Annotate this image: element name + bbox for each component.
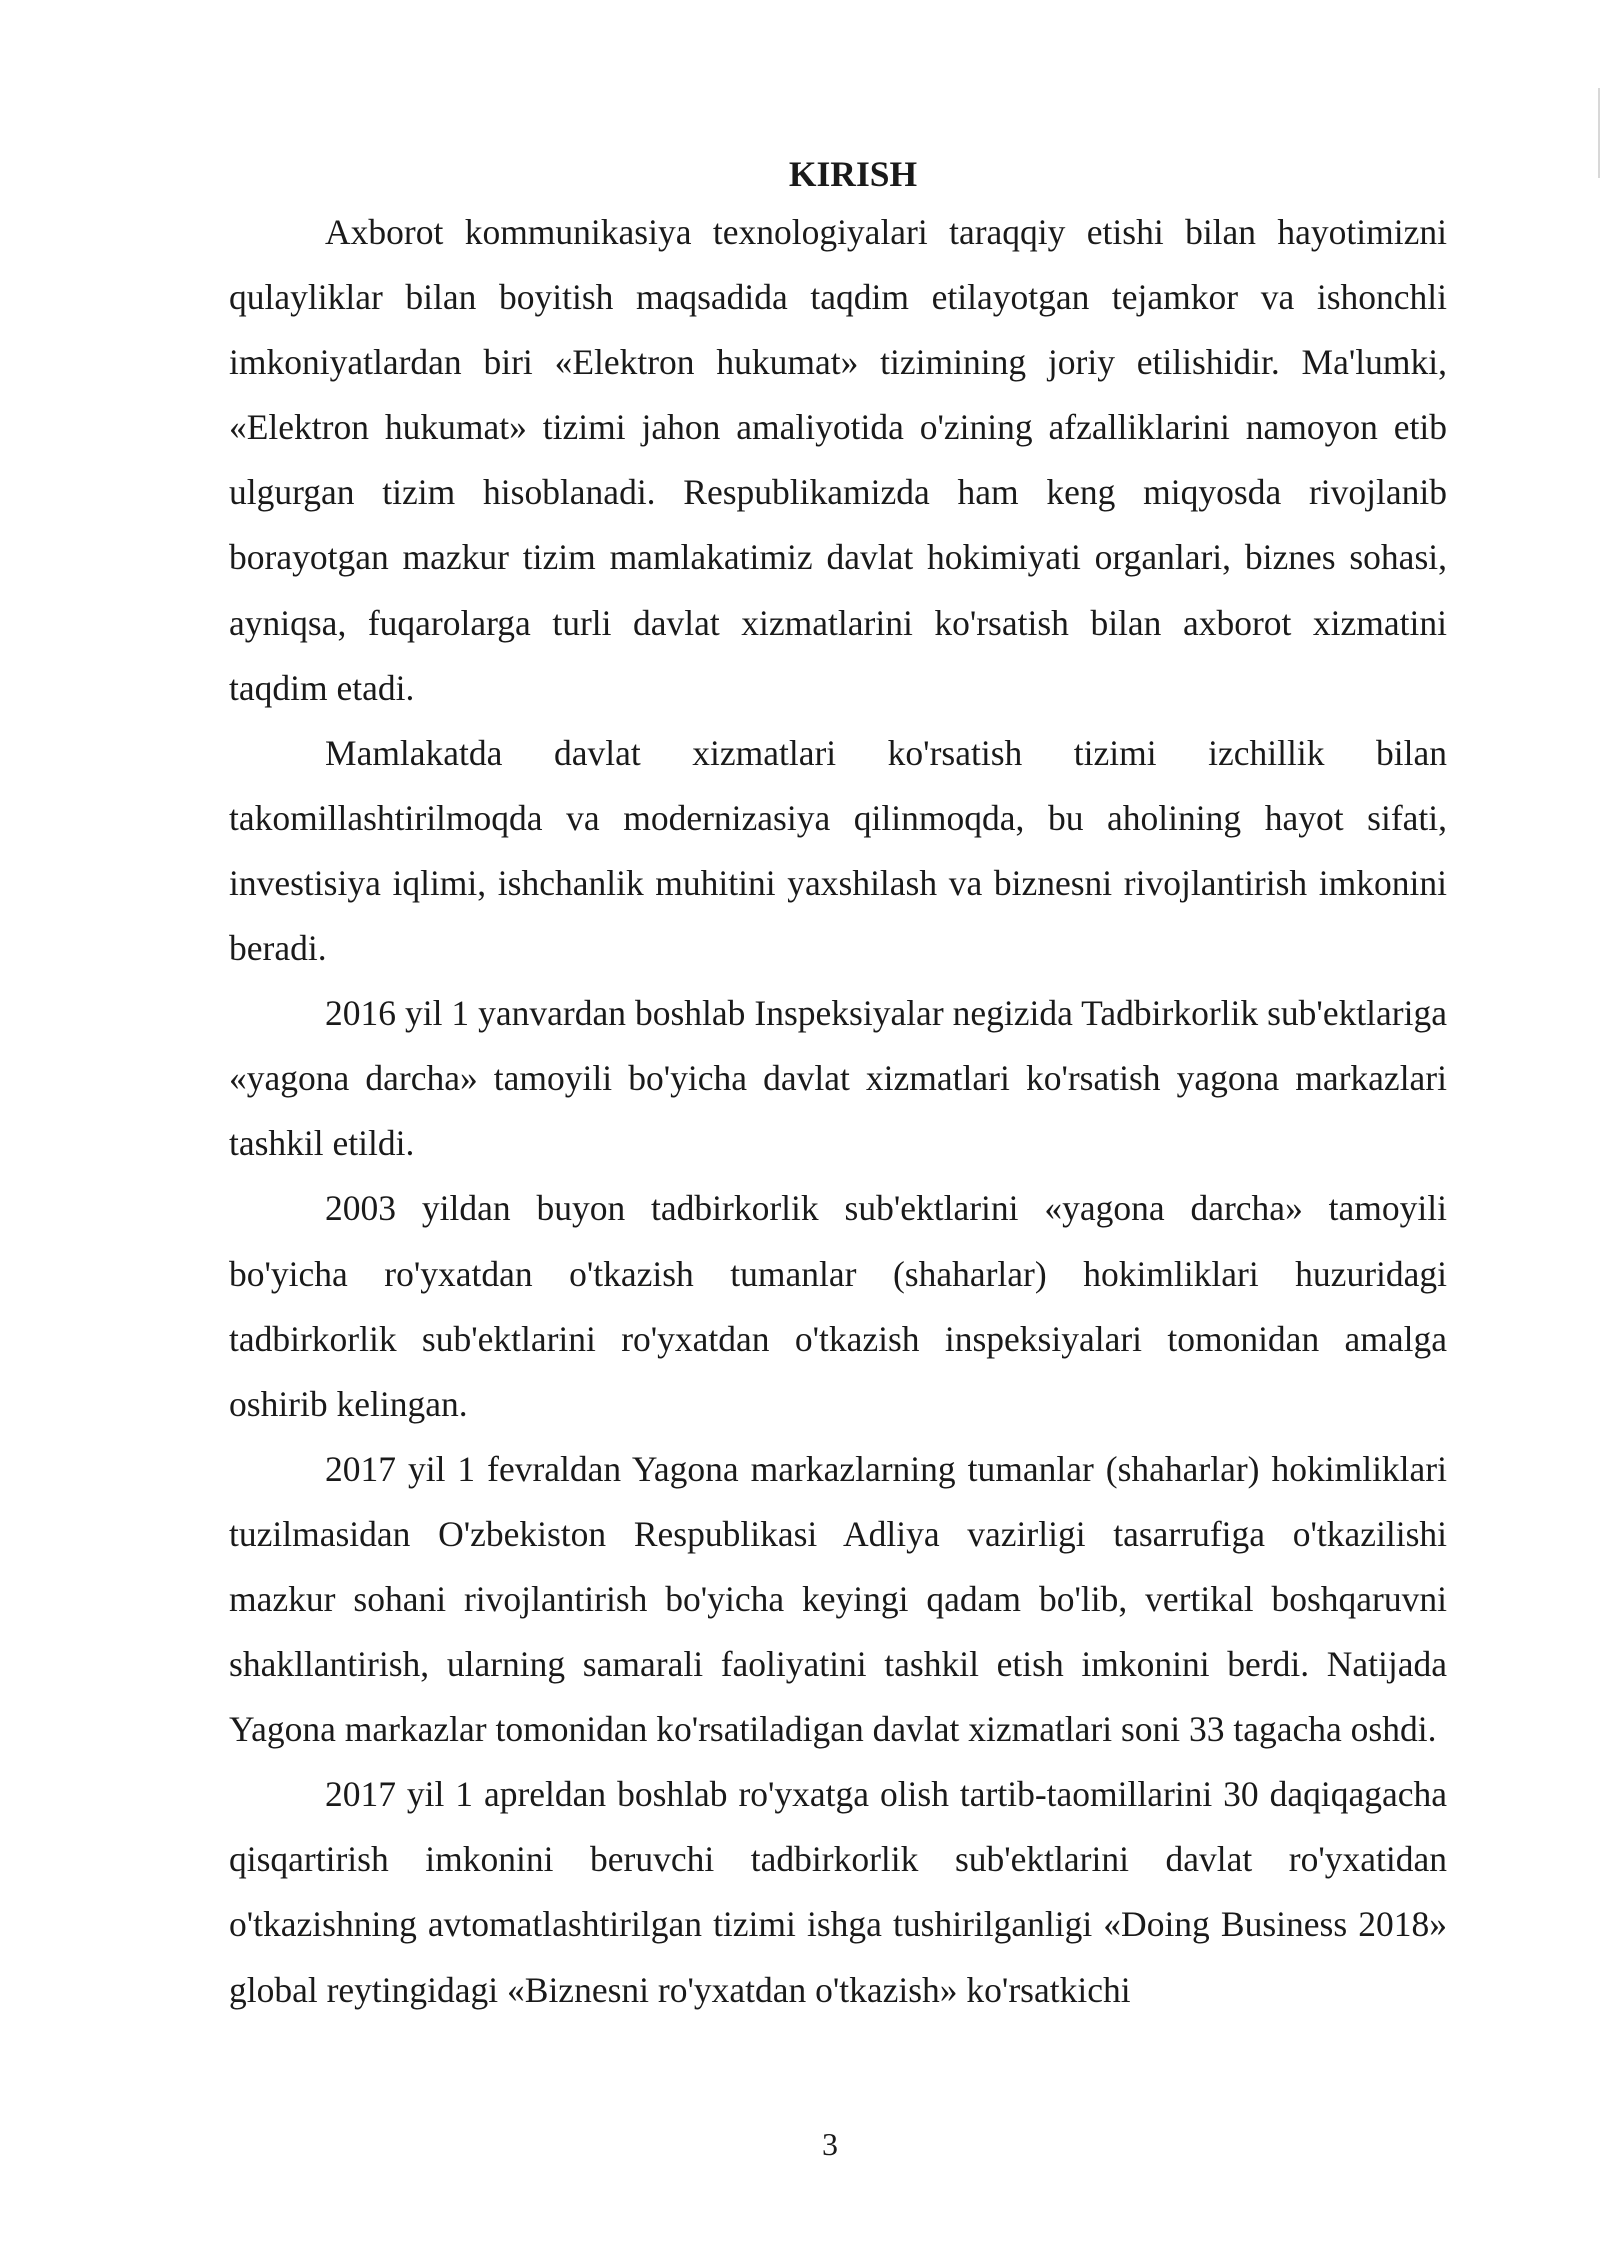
paragraph-5: 2017 yil 1 fevraldan Yagona markazlarning tumanlar (shaharlar) hokimliklari tuzilmasidan O'zbekiston Respublikasi Adliya vazirligi tasarrufiga o'tkazilishi mazkur sohani rivojlantirish bo'yicha keyingi qadam bo'lib, vertikal boshqaruvni shakllantirish, ularning samarali faoliyatini tashkil etish imkonini berdi. Natijada Yagona markazlar tomonidan ko'rsatiladigan davlat xizmatlari soni 33 tagacha oshdi. (229, 1448, 1447, 1750)
paragraph-4: 2003 yildan buyon tadbirkorlik sub'ektlarini «yagona darcha» tamoyili bo'yicha ro'yxatdan o'tkazish tumanlar (shaharlar) hokimliklari huzuridagi tadbirkorlik sub'ektlarini ro'yxatdan o'tkazish inspeksiyalari tomonidan amalga oshirib kelingan. (229, 1188, 1447, 1424)
paragraph-3: 2016 yil 1 yanvardan boshlab Inspeksiyalar negizida Tadbirkorlik sub'ektlariga «yagona darcha» tamoyili bo'yicha davlat xizmatlari ko'rsatish yagona markazlari tashkil etildi. (229, 993, 1447, 1164)
section-heading: KIRISH (788, 154, 918, 194)
page-body (229, 146, 1447, 2023)
page-number: 3 (822, 2126, 838, 2162)
paragraph-6: 2017 yil 1 apreldan boshlab ro'yxatga olish tartib-taomillarini 30 daqiqagacha qisqartirish imkonini beruvchi tadbirkorlik sub'ektlarini davlat ro'yxatidan o'tkazishning avtomatlashtirilgan tizimi ishga tushirilganligi «Doing Business 2018» global reytingidagi «Biznesni ro'yxatdan o'tkazish» ko'rsatkichi (229, 1774, 1447, 2010)
paragraph-1: Axborot kommunikasiya texnologiyalari taraqqiy etishi bilan hayotimizni qulayliklar bilan boyitish maqsadida taqdim etilayotgan tejamkor va ishonchli imkoniyatlardan biri «Elektron hukumat» tizimining joriy etilishidir. Ma'lumki, «Elektron hukumat» tizimi jahon amaliyotida o'zining afzalliklarini namoyon etib ulgurgan tizim hisoblanadi. Respublikamizda ham keng miqyosda rivojlanib borayotgan mazkur tizim mamlakatimiz davlat hokimiyati organlari, biznes sohasi, ayniqsa, fuqarolarga turli davlat xizmatlarini ko'rsatish bilan axborot xizmatini taqdim etadi. (229, 212, 1447, 708)
paragraph-2: Mamlakatda davlat xizmatlari ko'rsatish tizimi izchillik bilan takomillashtirilmoqda va modernizasiya qilinmoqda, bu aholining hayot sifati, investisiya iqlimi, ishchanlik muhitini yaxshilash va biznesni rivojlantirish imkonini beradi. (229, 732, 1447, 969)
